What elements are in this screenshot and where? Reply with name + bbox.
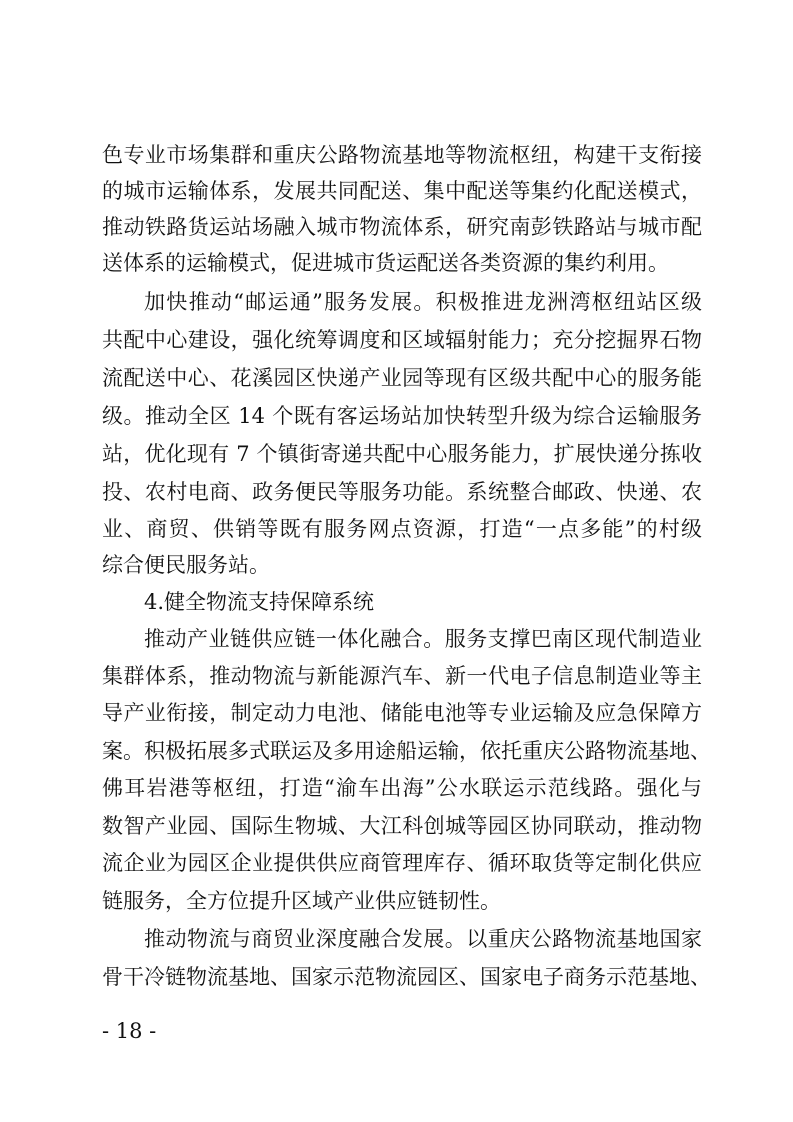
page-number: - 18 -	[102, 1019, 157, 1043]
section-heading: 4.健全物流支持保障系统	[144, 590, 375, 614]
paragraph-line: 推动产业链供应链一体化融合。服务支撑巴南区现代制造业	[144, 627, 702, 651]
paragraph-line: 集群体系，推动物流与新能源汽车、新一代电子信息制造业等主	[102, 664, 702, 688]
paragraph-line: 链服务，全方位提升区域产业供应链韧性。	[102, 889, 501, 913]
paragraph-line: 送体系的运输模式，促进城市货运配送各类资源的集约利用。	[102, 251, 669, 275]
paragraph-line: 站，优化现有 7 个镇街寄递共配中心服务能力，扩展快递分拣收	[102, 442, 702, 466]
paragraph-line: 导产业衔接，制定动力电池、储能电池等专业运输及应急保障方	[102, 701, 702, 725]
paragraph-line: 案。积极拓展多式联运及多用途船运输，依托重庆公路物流基地、	[102, 739, 711, 763]
paragraph-line: 共配中心建设，强化统筹调度和区域辐射能力；充分挖掘界石物	[102, 328, 702, 352]
paragraph-line: 佛耳岩港等枢纽，打造“渝车出海”公水联运示范线路。强化与	[102, 776, 702, 800]
paragraph-line: 的城市运输体系，发展共同配送、集中配送等集约化配送模式，	[102, 179, 702, 203]
paragraph-line: 流企业为园区企业提供供应商管理库存、循环取货等定制化供应	[102, 851, 702, 875]
paragraph-line: 推动铁路货运站场融入城市物流体系，研究南彭铁路站与城市配	[102, 215, 702, 239]
paragraph-line: 骨干冷链物流基地、国家示范物流园区、国家电子商务示范基地、	[102, 965, 711, 989]
paragraph-line: 投、农村电商、政务便民等服务功能。系统整合邮政、快递、农	[102, 480, 702, 504]
paragraph-line: 数智产业园、国际生物城、大江科创城等园区协同联动，推动物	[102, 814, 702, 838]
paragraph-line: 级。推动全区 14 个既有客运场站加快转型升级为综合运输服务	[102, 404, 702, 428]
paragraph-line: 加快推动“邮运通”服务发展。积极推进龙洲湾枢纽站区级	[144, 290, 702, 314]
paragraph-line: 流配送中心、花溪园区快递产业园等现有区级共配中心的服务能	[102, 366, 702, 390]
paragraph-line: 色专业市场集群和重庆公路物流基地等物流枢纽，构建干支衔接	[102, 143, 702, 167]
paragraph-line: 推动物流与商贸业深度融合发展。以重庆公路物流基地国家	[144, 927, 702, 951]
paragraph-line: 综合便民服务站。	[102, 553, 270, 577]
paragraph-line: 业、商贸、供销等既有服务网点资源，打造“一点多能”的村级	[102, 517, 702, 541]
